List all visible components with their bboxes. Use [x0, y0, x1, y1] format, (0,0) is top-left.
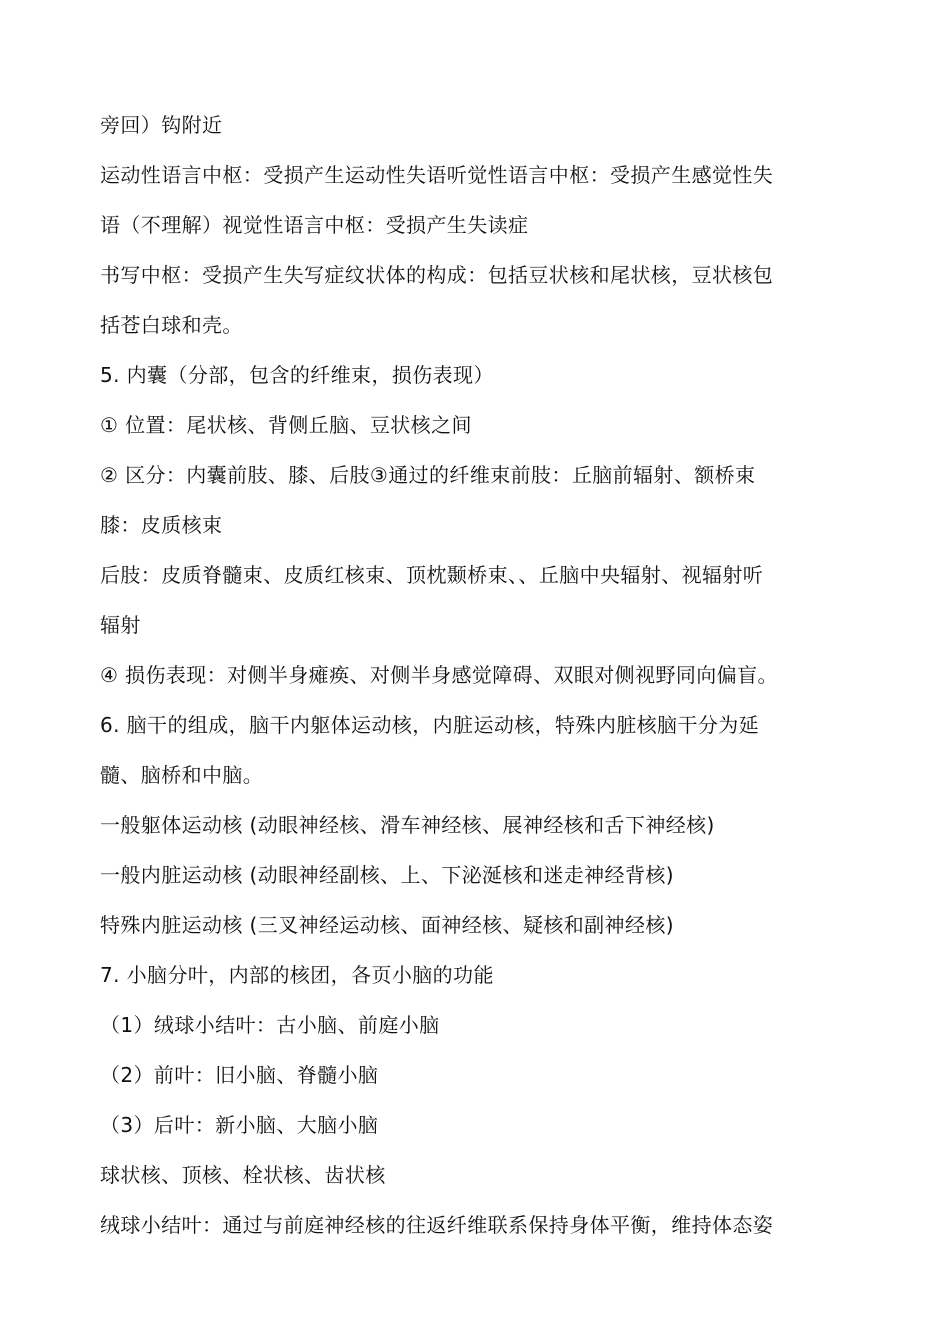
text-line: 旁回）钩附近: [100, 113, 223, 137]
text-line: 绒球小结叶：通过与前庭神经核的往返纤维联系保持身体平衡，维持体态姿: [100, 1213, 774, 1237]
text-line: 后肢：皮质脊髓束、皮质红核束、顶枕颞桥束、、丘脑中央辐射、视辐射听: [100, 563, 764, 587]
text-line: 一般内脏运动核 (动眼神经副核、上、下泌涎核和迷走神经背核): [100, 863, 674, 887]
text-line: 髓、脑桥和中脑。: [100, 763, 264, 787]
section-heading: 7. 小脑分叶，内部的核团，各页小脑的功能: [100, 963, 494, 987]
list-item: ① 位置：尾状核、背侧丘脑、豆状核之间: [100, 413, 472, 437]
text-line: 膝：皮质核束: [100, 513, 223, 537]
list-item: （1）绒球小结叶：古小脑、前庭小脑: [100, 1013, 440, 1037]
text-line: 特殊内脏运动核 (三叉神经运动核、面神经核、疑核和副神经核): [100, 913, 674, 937]
text-line: 括苍白球和壳。: [100, 313, 243, 337]
text-line: 运动性语言中枢：受损产生运动性失语听觉性语言中枢：受损产生感觉性失: [100, 163, 774, 187]
list-item: ② 区分：内囊前肢、膝、后肢③通过的纤维束前肢：丘脑前辐射、额桥束: [100, 463, 756, 487]
section-heading: 6. 脑干的组成，脑干内躯体运动核，内脏运动核，特殊内脏核脑干分为延: [100, 713, 760, 737]
list-item: ④ 损伤表现：对侧半身瘫痪、对侧半身感觉障碍、双眼对侧视野同向偏盲。: [100, 663, 778, 687]
text-line: 书写中枢：受损产生失写症纹状体的构成：包括豆状核和尾状核，豆状核包: [100, 263, 774, 287]
text-line: 球状核、顶核、栓状核、齿状核: [100, 1163, 386, 1187]
list-item: （2）前叶：旧小脑、脊髓小脑: [100, 1063, 379, 1087]
list-item: （3）后叶：新小脑、大脑小脑: [100, 1113, 379, 1137]
text-line: 辐射: [100, 613, 141, 637]
section-heading: 5. 内囊（分部，包含的纤维束，损伤表现）: [100, 363, 494, 387]
text-line: 语（不理解）视觉性语言中枢：受损产生失读症: [100, 213, 529, 237]
document-body: [100, 100, 845, 1250]
text-line: 一般躯体运动核 (动眼神经核、滑车神经核、展神经核和舌下神经核): [100, 813, 715, 837]
